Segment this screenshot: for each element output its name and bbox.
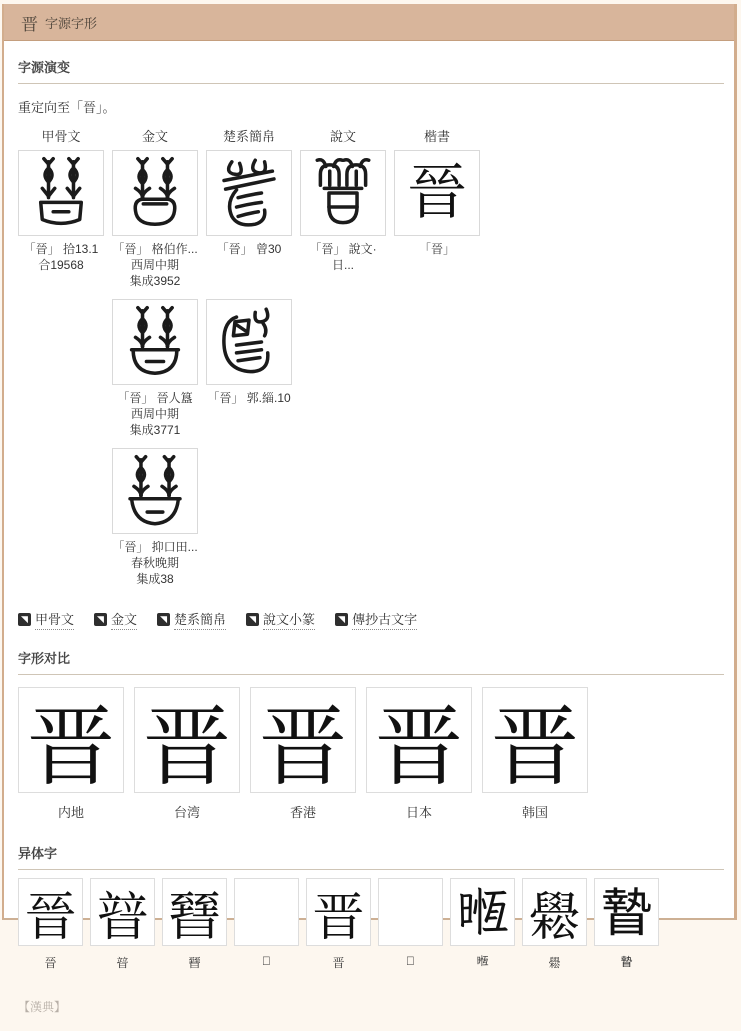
evolution-item xyxy=(206,299,292,448)
variant-char-link[interactable]: 𦦵 xyxy=(548,956,561,970)
variant-char-link[interactable]: 𣈗 xyxy=(406,954,415,968)
glyph-caption-line: 「晉」 晉人簋 xyxy=(117,391,193,405)
comparison-glyph-box: 晋 xyxy=(366,687,472,793)
glyph-image-kaishu-jin xyxy=(394,150,480,236)
page-titlebar xyxy=(4,4,734,41)
evolution-item xyxy=(300,150,386,299)
glyph-caption-line: 集成38 xyxy=(136,572,174,586)
region-label: 内地 xyxy=(57,805,84,820)
glyph-caption xyxy=(18,241,104,273)
script-link-2[interactable] xyxy=(94,609,137,630)
column-label-3: 楚系簡帛 xyxy=(222,129,275,144)
script-link-label: 說文小篆 xyxy=(263,609,315,630)
variant-item-3 xyxy=(162,878,227,972)
evolution-item xyxy=(112,299,198,448)
variant-glyph-box: 𦦵 xyxy=(522,878,587,946)
variant-char-row xyxy=(18,878,724,972)
region-label: 香港 xyxy=(289,805,316,820)
glyph-caption-line: 「晉」 抑口田... xyxy=(112,540,198,554)
glyph-caption xyxy=(394,241,480,257)
dictionary-brand: 【漢典】 xyxy=(18,1000,67,1014)
external-link-arrow-icon: ◥ xyxy=(246,613,259,626)
variant-char-link[interactable]: 晉 xyxy=(44,956,57,970)
variant-char-link[interactable]: 𣈆 xyxy=(262,954,271,968)
variant-item-4 xyxy=(234,878,299,972)
variant-glyph-box: 𣈗 xyxy=(378,878,443,946)
section-title-evolution: 字源演变 xyxy=(18,51,724,84)
glyph-caption-line: 集成3771 xyxy=(129,423,181,437)
variant-glyph-box: 暜 xyxy=(90,878,155,946)
glyph-image-bronze-jin-gebo xyxy=(112,150,198,236)
glyph-image-shuowen-seal-jin xyxy=(300,150,386,236)
glyph-image-chu-silk-jin-zeng xyxy=(206,150,292,236)
script-link-4[interactable] xyxy=(246,609,315,630)
glyph-caption xyxy=(112,241,198,289)
column-label-2: 金文 xyxy=(141,129,168,144)
script-link-label: 楚系簡帛 xyxy=(174,609,226,630)
section-title-comparison: 字形对比 xyxy=(18,642,724,675)
evolution-item xyxy=(112,150,198,299)
evolution-item xyxy=(18,150,104,299)
comparison-item-台湾 xyxy=(134,687,240,821)
glyph-caption-line: 「晉」 說文·日... xyxy=(309,242,377,272)
script-category-links xyxy=(18,609,724,630)
variant-item-8 xyxy=(522,878,587,972)
region-label: 日本 xyxy=(405,805,432,820)
comparison-glyph-box: 晋 xyxy=(18,687,124,793)
external-link-arrow-icon: ◥ xyxy=(157,613,170,626)
glyph-caption-line: 集成3952 xyxy=(129,274,181,288)
glyph-caption-line: 「晉」 郭.緇.10 xyxy=(207,391,291,405)
column-label-5: 楷書 xyxy=(423,129,450,144)
glyph-caption xyxy=(112,390,198,438)
glyph-image-bronze-jin-chunqiu xyxy=(112,448,198,534)
variant-char-link[interactable]: 暜 xyxy=(116,956,129,970)
script-link-3[interactable] xyxy=(157,609,226,630)
glyph-image-oracle-jin xyxy=(18,150,104,236)
glyph-comparison-row xyxy=(18,687,724,821)
script-link-label: 金文 xyxy=(111,609,137,630)
comparison-item-日本 xyxy=(366,687,472,821)
glyph-caption-line: 合19568 xyxy=(38,258,84,272)
glyph-caption-line: 「晉」 xyxy=(418,242,455,256)
script-link-5[interactable] xyxy=(335,609,417,630)
variant-char-link[interactable]: 𥊍 xyxy=(620,955,633,969)
glyph-image-chu-silk-jin-guo xyxy=(206,299,292,385)
glyph-caption-line: 春秋晚期 xyxy=(130,556,179,570)
comparison-item-香港 xyxy=(250,687,356,821)
glyph-caption xyxy=(206,241,292,257)
variant-char-link[interactable]: 𣈶 xyxy=(476,954,489,968)
comparison-glyph-box: 晋 xyxy=(482,687,588,793)
variant-glyph-box: 㬜 xyxy=(162,878,227,946)
variant-item-7 xyxy=(450,878,515,972)
glyph-caption-line: 「晉」 曾30 xyxy=(216,242,282,256)
section-title-variants: 异体字 xyxy=(18,837,724,870)
variant-item-5 xyxy=(306,878,371,972)
variant-item-2 xyxy=(90,878,155,972)
comparison-item-内地 xyxy=(18,687,124,821)
region-label: 韩国 xyxy=(521,805,548,820)
evolution-item xyxy=(394,150,480,299)
column-label-4: 說文 xyxy=(329,129,356,144)
external-link-arrow-icon: ◥ xyxy=(94,613,107,626)
external-link-arrow-icon: ◥ xyxy=(18,613,31,626)
variant-glyph-box: 𣈆 xyxy=(234,878,299,946)
glyph-caption xyxy=(112,539,198,587)
variant-glyph-box: 𣈶 xyxy=(450,878,515,946)
page-content xyxy=(4,41,734,1031)
glyph-image-bronze-jin-renggui xyxy=(112,299,198,385)
page-frame xyxy=(2,4,737,1014)
kaishu-glyph-char: 晉 xyxy=(407,160,467,226)
script-link-1[interactable] xyxy=(18,609,74,630)
column-label-1: 甲骨文 xyxy=(41,129,81,144)
variant-item-9 xyxy=(594,878,659,972)
variant-char-link[interactable]: 晋 xyxy=(332,956,345,970)
glyph-caption-line: 西周中期 xyxy=(130,258,179,272)
evolution-item xyxy=(206,150,292,299)
variant-glyph-box: 𥊍 xyxy=(594,878,659,946)
region-label: 台湾 xyxy=(173,805,200,820)
variant-item-1 xyxy=(18,878,83,972)
variant-glyph-box: 晋 xyxy=(306,878,371,946)
page-title-char: 晋 xyxy=(21,14,38,34)
glyph-caption xyxy=(300,241,386,273)
script-link-label: 甲骨文 xyxy=(35,609,74,630)
glyph-caption-line: 「晉」 格伯作... xyxy=(112,242,198,256)
evolution-grid xyxy=(18,126,724,597)
comparison-glyph-box: 晋 xyxy=(134,687,240,793)
page-title-subtitle: 字源字形 xyxy=(45,15,98,31)
evolution-item xyxy=(112,448,198,597)
comparison-item-韩国 xyxy=(482,687,588,821)
variant-item-6 xyxy=(378,878,443,972)
glyph-caption-line: 西周中期 xyxy=(130,407,179,421)
script-link-label: 傳抄古文字 xyxy=(352,609,417,630)
comparison-glyph-box: 晋 xyxy=(250,687,356,793)
variant-glyph-box: 晉 xyxy=(18,878,83,946)
glyph-caption xyxy=(206,390,292,406)
external-link-arrow-icon: ◥ xyxy=(335,613,348,626)
glyph-caption-line: 「晉」 拾13.1 xyxy=(23,242,99,256)
redirect-note: 重定向至「晉」。 xyxy=(18,100,116,115)
variant-char-link[interactable]: 㬜 xyxy=(188,956,201,970)
